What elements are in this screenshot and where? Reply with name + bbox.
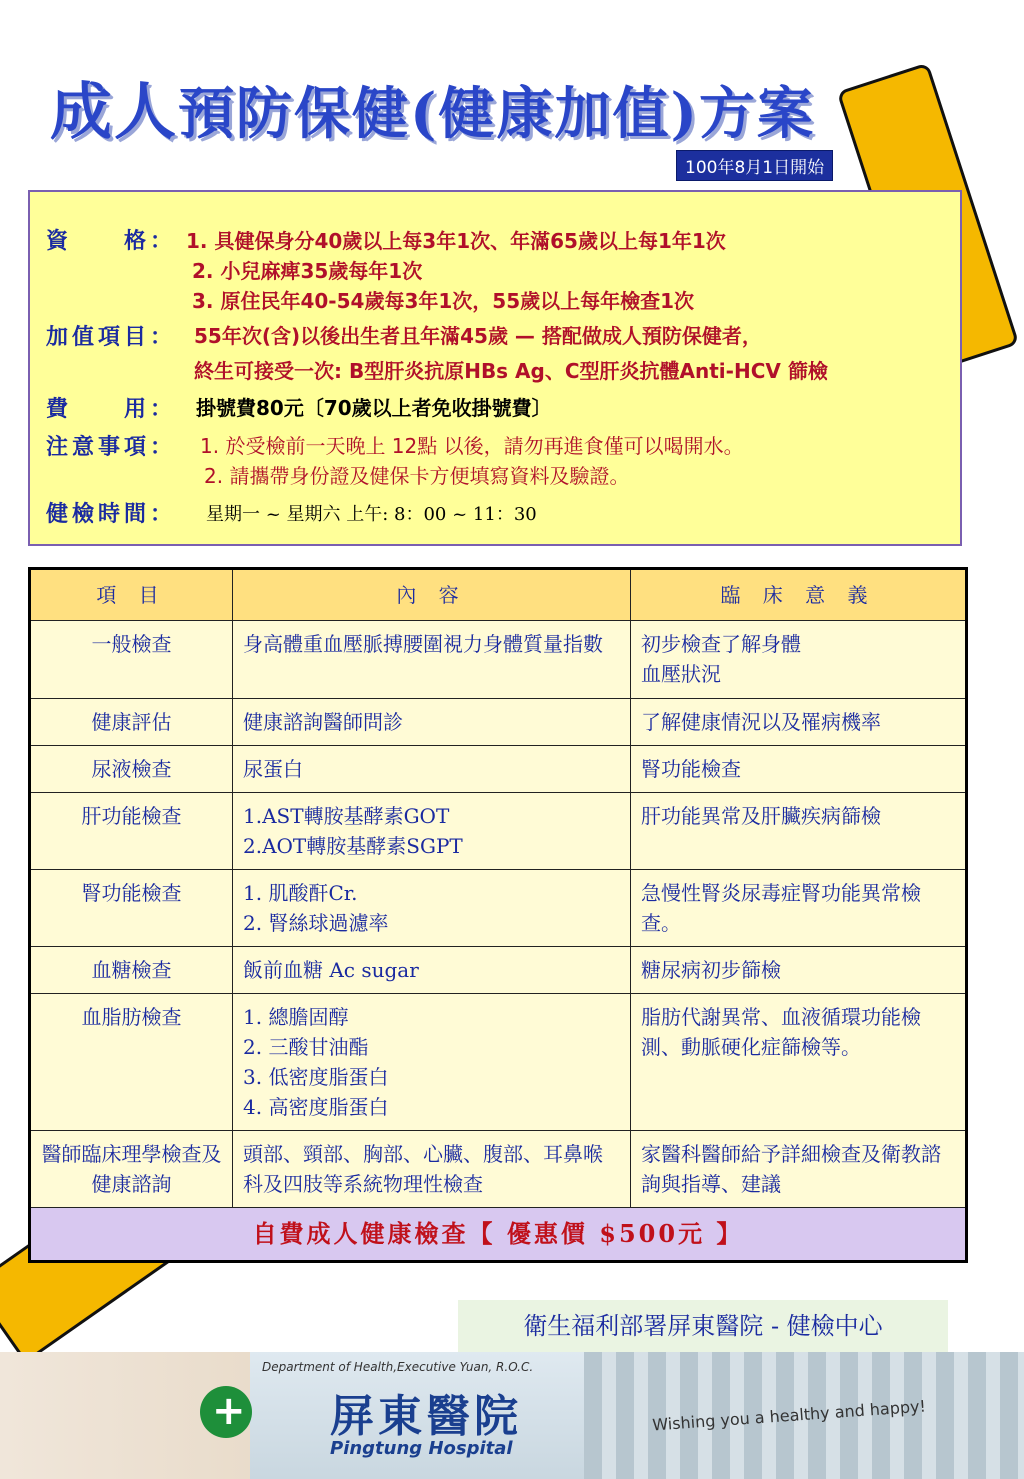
row-content	[233, 699, 631, 746]
row-content	[233, 746, 631, 793]
title-part1: 成人	[50, 75, 179, 148]
row-item: 一般檢查	[30, 621, 233, 699]
row-item: 血糖檢查	[30, 947, 233, 994]
content-line: 2. 腎絲球過濾率	[243, 911, 389, 935]
self-pay-offer: 自費成人健康檢查【 優惠價 $500元 】	[30, 1208, 967, 1262]
content-line: 2.AOT轉胺基酵素SGPT	[243, 834, 463, 858]
added-items-1: 55年次(含)以後出生者且年滿45歲 — 搭配做成人預防保健者，	[194, 324, 762, 348]
row-meaning	[631, 699, 967, 746]
row-item: 健康評估	[30, 699, 233, 746]
wish-text: Wishing you a healthy and happy!	[651, 1396, 927, 1435]
header-content: 內 容	[233, 569, 631, 621]
table-row	[30, 621, 967, 699]
content-line: 健康諮詢醫師問診	[243, 710, 403, 734]
header-meaning: 臨 床 意 義	[631, 569, 967, 621]
content-line: 1. 總膽固醇	[243, 1005, 349, 1029]
content-line: 2. 三酸甘油酯	[243, 1035, 369, 1059]
added-items-label: 加值項目：	[46, 324, 177, 350]
row-meaning	[631, 870, 967, 947]
fee-text: 掛號費80元〔70歲以上者免收掛號費〕	[196, 396, 552, 420]
time-text: 星期一 ~ 星期六 上午: 8：00 ~ 11：30	[206, 504, 537, 525]
hospital-logo-icon	[200, 1386, 252, 1438]
content-line: 身高體重血壓脈搏腰圍視力身體質量指數	[243, 632, 603, 656]
eligibility-1: 1. 具健保身分40歲以上每3年1次、年滿65歲以上每1年1次	[186, 229, 726, 253]
meaning-line: 糖尿病初步篩檢	[641, 958, 781, 982]
table-row	[30, 947, 967, 994]
row-item: 尿液檢查	[30, 746, 233, 793]
meaning-line: 肝功能異常及肝臟疾病篩檢	[641, 804, 881, 828]
content-line: 1.AST轉胺基酵素GOT	[243, 804, 450, 828]
department-text: Department of Health,Executive Yuan, R.O.C.	[262, 1360, 534, 1374]
row-meaning	[631, 947, 967, 994]
row-content	[233, 994, 631, 1131]
row-item: 肝功能檢查	[30, 793, 233, 870]
row-content	[233, 870, 631, 947]
info-box	[28, 190, 962, 546]
table-row	[30, 699, 967, 746]
note-1: 1. 於受檢前一天晚上 12點 以後，請勿再進食僅可以喝開水。	[200, 434, 744, 458]
row-item: 腎功能檢查	[30, 870, 233, 947]
page-title	[50, 62, 815, 151]
eligibility-2: 2. 小兒麻痺35歲每年1次	[192, 259, 423, 283]
row-item: 醫師臨床理學檢查及健康諮詢	[30, 1131, 233, 1208]
row-meaning	[631, 621, 967, 699]
meaning-line: 血壓狀況	[641, 662, 721, 686]
row-meaning	[631, 994, 967, 1131]
meaning-line: 急慢性腎炎尿毒症腎功能異常檢查。	[641, 881, 921, 935]
content-line: 飯前血糖 Ac sugar	[243, 958, 419, 982]
content-line: 4. 高密度脂蛋白	[243, 1095, 389, 1119]
content-line: 1. 肌酸酐Cr.	[243, 881, 358, 905]
added-items-2: 終生可接受一次: B型肝炎抗原HBs Ag、C型肝炎抗體Anti-HCV 篩檢	[194, 359, 828, 383]
row-content	[233, 621, 631, 699]
notes-label: 注意事項：	[46, 434, 177, 460]
row-content	[233, 1131, 631, 1208]
meaning-line: 腎功能檢查	[641, 757, 741, 781]
table-row	[30, 870, 967, 947]
table-row	[30, 746, 967, 793]
checkup-table	[28, 567, 968, 1263]
eligibility-label: 資 格：	[46, 228, 177, 254]
hospital-english-name: Pingtung Hospital	[330, 1438, 513, 1459]
note-2: 2. 請攜帶身份證及健保卡方便填寫資料及驗證。	[204, 464, 630, 488]
self-pay-row	[30, 1208, 967, 1262]
table-header-row	[30, 569, 967, 621]
table-row	[30, 793, 967, 870]
row-content	[233, 793, 631, 870]
header-item: 項 目	[30, 569, 233, 621]
table-row	[30, 994, 967, 1131]
eligibility-3: 3. 原住民年40-54歲每3年1次，55歲以上每年檢查1次	[192, 289, 695, 313]
fee-label: 費 用：	[46, 396, 177, 422]
content-line: 頭部、頸部、胸部、心臟、腹部、耳鼻喉科及四肢等系統物理性檢查	[243, 1142, 603, 1196]
table-row	[30, 1131, 967, 1208]
row-meaning	[631, 1131, 967, 1208]
meaning-line: 初步檢查了解身體	[641, 632, 801, 656]
start-date-badge: 100年8月1日開始	[676, 150, 833, 181]
meaning-line: 了解健康情況以及罹病機率	[641, 710, 881, 734]
time-label: 健檢時間：	[46, 501, 177, 527]
row-meaning	[631, 793, 967, 870]
meaning-line: 家醫科醫師給予詳細檢查及衛教諮詢與指導、建議	[641, 1142, 941, 1196]
content-line: 3. 低密度脂蛋白	[243, 1065, 389, 1089]
hospital-credit: 衛生福利部署屏東醫院 - 健檢中心	[458, 1300, 948, 1352]
hospital-banner	[0, 1352, 1024, 1479]
row-item: 血脂肪檢查	[30, 994, 233, 1131]
row-content	[233, 947, 631, 994]
row-meaning	[631, 746, 967, 793]
content-line: 尿蛋白	[243, 757, 303, 781]
meaning-line: 脂肪代謝異常、血液循環功能檢測、動脈硬化症篩檢等。	[641, 1005, 921, 1059]
title-part2: 預防保健(健康加值)方案	[178, 81, 816, 147]
hospital-name: 屏東醫院	[330, 1391, 522, 1442]
